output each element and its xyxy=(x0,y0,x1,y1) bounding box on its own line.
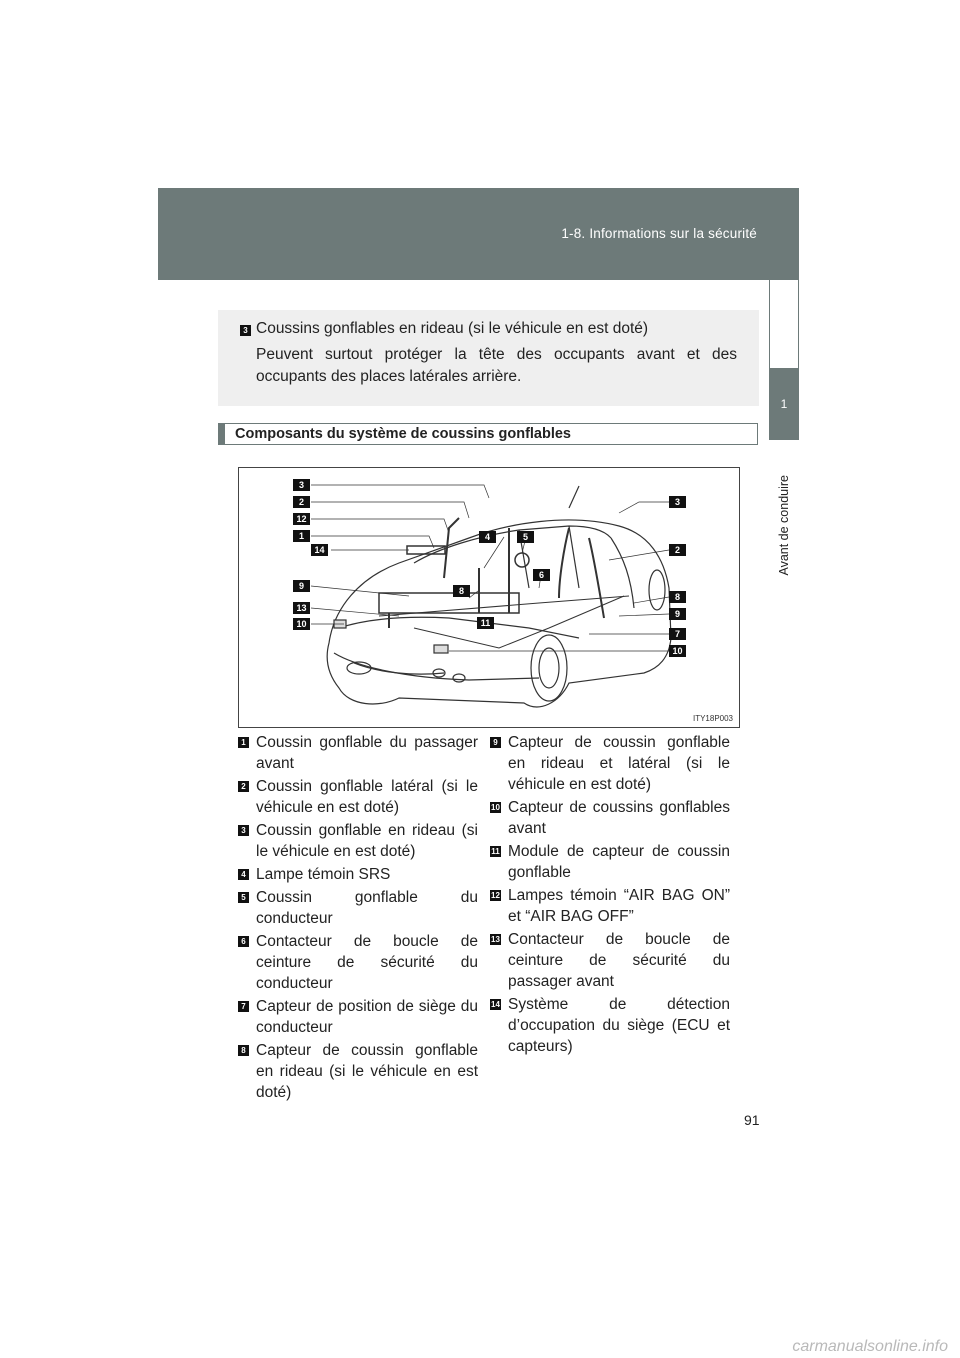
item-badge: 14 xyxy=(491,1000,500,1009)
item-badge: 1 xyxy=(238,737,249,748)
item-text: Contacteur de boucle de ceinture de sécurité du passager avant xyxy=(508,931,730,990)
callout-8-right: 8 xyxy=(669,591,686,603)
callout-3: 3 xyxy=(293,479,310,491)
list-item xyxy=(238,996,478,1038)
item-badge: 11 xyxy=(491,847,500,856)
chapter-tab xyxy=(769,368,799,440)
item-text: Lampes témoin “AIR BAG ON” et “AIR BAG OFF” xyxy=(508,887,730,925)
list-item xyxy=(238,887,478,929)
item-badge: 2 xyxy=(238,781,249,792)
callout-13: 13 xyxy=(293,602,310,614)
list-item xyxy=(238,1040,478,1103)
callout-9-left: 9 xyxy=(293,580,310,592)
callout-6: 6 xyxy=(533,569,550,581)
callout-10-right: 10 xyxy=(669,645,686,657)
callout-7: 7 xyxy=(669,628,686,640)
section-heading xyxy=(218,423,758,445)
item-badge: 5 xyxy=(238,892,249,903)
item-text: Coussin gonflable en rideau (si le véhicule en est doté) xyxy=(256,822,478,860)
callout-2-right: 2 xyxy=(669,544,686,556)
callout-11: 11 xyxy=(477,617,494,629)
callout-1: 1 xyxy=(293,530,310,542)
info-box-badge: 3 xyxy=(240,325,251,336)
list-item xyxy=(238,864,478,885)
list-item xyxy=(490,797,730,839)
section-title: 1-8. Informations sur la sécurité xyxy=(561,226,757,241)
side-rule-left xyxy=(769,280,770,368)
list-item xyxy=(490,885,730,927)
page-number: 91 xyxy=(744,1112,760,1128)
callout-3-right: 3 xyxy=(669,496,686,508)
footer-watermark[interactable]: carmanualsonline.info xyxy=(792,1338,948,1355)
item-text: Capteur de coussin gonflable en rideau et latéral (si le véhicule en est doté) xyxy=(508,734,730,793)
component-list-right xyxy=(490,732,730,1059)
item-badge: 6 xyxy=(238,936,249,947)
item-badge: 9 xyxy=(490,737,501,748)
callout-5: 5 xyxy=(517,531,534,543)
info-box xyxy=(218,310,759,406)
item-badge: 7 xyxy=(238,1001,249,1012)
chapter-title: Avant de conduire xyxy=(777,474,791,576)
item-text: Contacteur de boucle de ceinture de sécurité du conducteur xyxy=(256,933,478,992)
item-text: Système de détection d’occupation du siège (ECU et capteurs) xyxy=(508,996,730,1055)
callout-10-left: 10 xyxy=(293,618,310,630)
list-item xyxy=(490,732,730,795)
list-item xyxy=(238,776,478,818)
list-item xyxy=(238,820,478,862)
callout-8-left: 8 xyxy=(453,585,470,597)
info-box-body: Peuvent surtout protéger la tête des occupants avant et des occupants des places latérales arrière. xyxy=(256,346,737,385)
side-rule-right xyxy=(798,280,799,368)
list-item xyxy=(238,931,478,994)
header-bar xyxy=(158,188,799,280)
item-badge: 13 xyxy=(491,935,500,944)
component-list-left xyxy=(238,732,478,1105)
heading-accent xyxy=(219,424,225,444)
car-illustration xyxy=(239,468,739,727)
item-text: Module de capteur de coussin gonflable xyxy=(508,843,730,881)
item-badge: 12 xyxy=(491,891,500,900)
item-text: Capteur de position de siège du conducteur xyxy=(256,998,478,1036)
chapter-number: 1 xyxy=(780,397,788,411)
item-text: Coussin gonflable du conducteur xyxy=(256,889,478,927)
list-item xyxy=(238,732,478,774)
callout-9-right: 9 xyxy=(669,608,686,620)
item-badge: 3 xyxy=(238,825,249,836)
info-box-title: Coussins gonflables en rideau (si le véhicule en est doté) xyxy=(256,320,649,337)
callout-14: 14 xyxy=(311,544,328,556)
list-item xyxy=(490,994,730,1057)
callout-2: 2 xyxy=(293,496,310,508)
item-text: Coussin gonflable du passager avant xyxy=(256,734,478,772)
item-badge: 4 xyxy=(238,869,249,880)
item-badge: 8 xyxy=(238,1045,249,1056)
item-text: Capteur de coussins gonflables avant xyxy=(508,799,730,837)
item-text: Coussin gonflable latéral (si le véhicule en est doté) xyxy=(256,778,478,816)
callout-4: 4 xyxy=(479,531,496,543)
item-text: Capteur de coussin gonflable en rideau (si le véhicule en est doté) xyxy=(256,1042,478,1101)
figure-code: ITY18P003 xyxy=(692,714,733,723)
chapter-title-vertical xyxy=(770,440,798,610)
list-item xyxy=(490,929,730,992)
list-item xyxy=(490,841,730,883)
airbag-diagram xyxy=(238,467,740,728)
section-heading-text: Composants du système de coussins gonflables xyxy=(235,426,571,442)
callout-12: 12 xyxy=(293,513,310,525)
item-badge: 10 xyxy=(491,803,500,812)
item-text: Lampe témoin SRS xyxy=(256,866,391,883)
